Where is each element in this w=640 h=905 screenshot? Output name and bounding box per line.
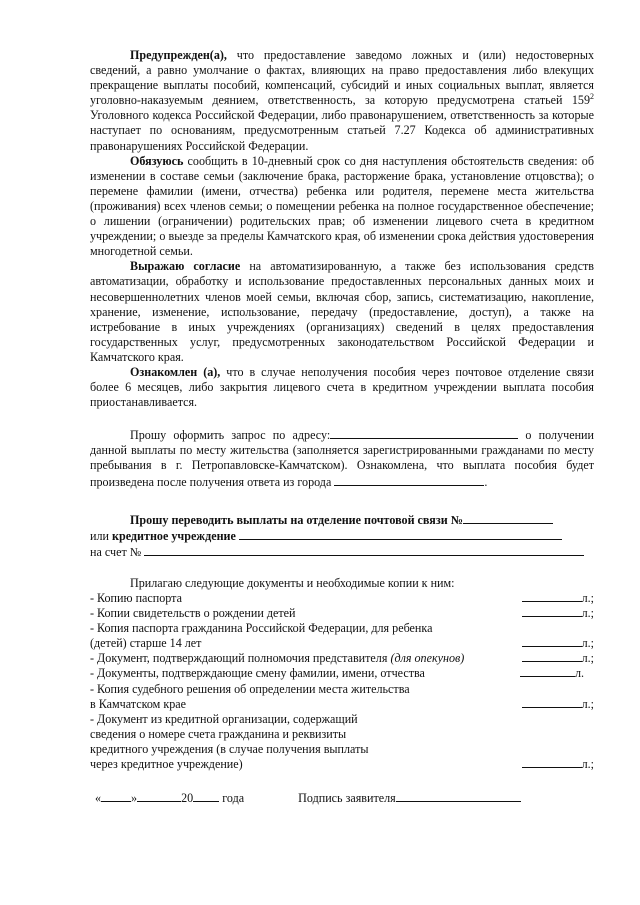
pages-unit: л.; [581,606,594,621]
attachment-row [90,636,594,651]
attachments-intro: Прилагаю следующие документы и необходимые копии к ним: [130,575,455,590]
acknowledged-text: что в случае неполучения пособия через почтовое отделение связи более 6 месяцев, либо закрытия лицевого счета в кредитном учреждении выплата пособия приостанавливается. [90,364,594,410]
warning-sup: 2 [590,92,594,102]
attachments-list [90,576,594,772]
obligation-paragraph [90,154,594,260]
attachment-bank-4: через кредитное учреждение) [90,757,243,772]
pages-field[interactable] [522,605,582,617]
transfer-bank-label: кредитное учреждение [112,528,236,543]
warning-lead: Предупрежден(а), [130,48,227,62]
attachment-row [90,591,594,606]
date-quote-close: » [131,791,138,805]
attachment-row [90,697,594,712]
date-quote-open: « [95,791,102,805]
attachment-bank-2: сведения о номере счета гражданина и реквизиты [90,726,347,741]
date-year-field[interactable] [193,790,219,802]
transfer-line-1 [90,512,594,528]
obligation-lead: Обязуюсь [130,153,184,168]
pages-field[interactable] [522,756,582,768]
request-end: . [484,474,488,489]
transfer-line-3 [90,544,594,560]
attachment-bank-1: - Документ из кредитной организации, содержащий [90,711,358,726]
pages-unit: л.; [581,591,594,605]
attachment-bank-3: кредитного учреждения (в случае получения выплаты [90,741,369,756]
consent-lead: Выражаю согласие [130,259,241,274]
attachment-court-2: в Камчатском крае [90,696,187,711]
request-paragraph [90,427,594,489]
pages-unit: л.; [581,636,594,651]
request-text-a: Прошу оформить запрос по адресу: [130,428,331,443]
attachment-row [90,606,594,621]
transfer-post-label: Прошу переводить выплаты на отделение почтовой связи № [130,512,463,527]
obligation-text: сообщить в 10-дневный срок со дня наступления обстоятельств сведения: об изменении в составе семьи (заключение брака, расторжение брака, установление отцовства); о перемене фамилии (имени, отчества) ребенка или родителя, перемене места жительства (проживания) всех членов семьи; о помещении ребенка на полное государственное обеспечение; о лишении (ограничении) родительских прав; об изменении лицевого счета в кредитном учреждении; о выезде за пределы Камчатского края, об изменении срока действия удостоверения многодетной семьи. [90,153,594,259]
pages-unit: л.; [581,696,594,711]
date-day-field[interactable] [101,790,131,802]
transfer-block [90,512,594,560]
pages-field[interactable] [522,650,582,662]
warning-text-a: что предоставление заведомо ложных и (или) недостоверных сведений, а равно умолчание о фактах, влияющих на право предоставления либо влекущих прекращение выплаты пособий, компенсаций, субсидий и иных социальных выплат, является уголовно-наказуемым деянием, ответственность, за которую предусмотрена статьей 159 [90,48,594,108]
date-year-suffix: года [219,791,245,805]
pages-field[interactable] [522,590,582,602]
pages-unit: л.; [581,757,594,772]
attachment-row [90,651,594,666]
pages-field[interactable] [520,665,575,677]
account-number-field[interactable] [144,544,584,556]
attachment-birth: - Копии свидетельств о рождении детей [90,606,296,621]
transfer-line-2 [90,528,594,544]
transfer-account-label: на счет № [90,544,142,559]
attachment-passport: - Копию паспорта [90,591,182,605]
attachment-authority: - Документ, подтверждающий полномочия представителя [90,651,391,666]
pages-unit: л. [574,666,584,681]
signature-line [95,790,575,806]
attachment-authority-note: (для опекунов) [390,651,465,666]
request-text-b: о получении данной выплаты по месту жительства (заполняется зарегистрированными гражданами по месту пребывания в г. Петропавловске-Камчатском). Ознакомлена, что выплата пособия будет произведена после получения ответа из города [90,428,594,489]
attachment-child-passport-1: - Копия паспорта гражданина Российской Федерации, для ребенка [90,621,433,636]
signature-field[interactable] [396,790,521,802]
warning-paragraph [90,48,594,154]
signature-label: Подпись заявителя [298,791,396,805]
bank-name-field[interactable] [239,528,562,540]
warning-text-b: Уголовного кодекса Российской Федерации, либо правонарушением, ответственность за которые наступает по основаниям, предусмотренным статьей 7.27 Кодекса об административных правонарушениях Российской Федерации. [90,108,594,153]
pages-unit: л.; [581,651,594,666]
pages-field[interactable] [522,696,582,708]
attachment-row [90,666,594,681]
document-body [90,48,594,772]
transfer-or: или [90,528,113,543]
post-office-number-field[interactable] [463,512,553,524]
consent-text: на автоматизированную, а также без использования средств автоматизации, обработку и использование предоставленных персональных данных моих и несовершеннолетних членов моей семьи, включая сбор, запись, систематизацию, накопление, хранение, изменение, использование, передачу (предоставление, доступ), а также на истребование в иных учреждениях (организациях) сведений в целях предоставления государственных услуг, предусмотренных законодательством Российской Федерации и Камчатского края. [90,259,594,364]
attachment-court-1: - Копия судебного решения об определении места жительства [90,681,410,696]
acknowledged-paragraph [90,365,594,410]
attachment-child-passport-2: (детей) старше 14 лет [90,636,202,651]
date-month-field[interactable] [137,790,181,802]
request-address-field[interactable] [330,427,518,439]
request-city-field[interactable] [334,474,484,486]
acknowledged-lead: Ознакомлен (а), [130,364,221,379]
pages-field[interactable] [522,635,582,647]
attachment-name-change: - Документы, подтверждающие смену фамилии, имени, отчества [90,666,425,681]
date-year-prefix: 20 [181,791,194,805]
attachment-row [90,757,594,772]
consent-paragraph [90,259,594,365]
